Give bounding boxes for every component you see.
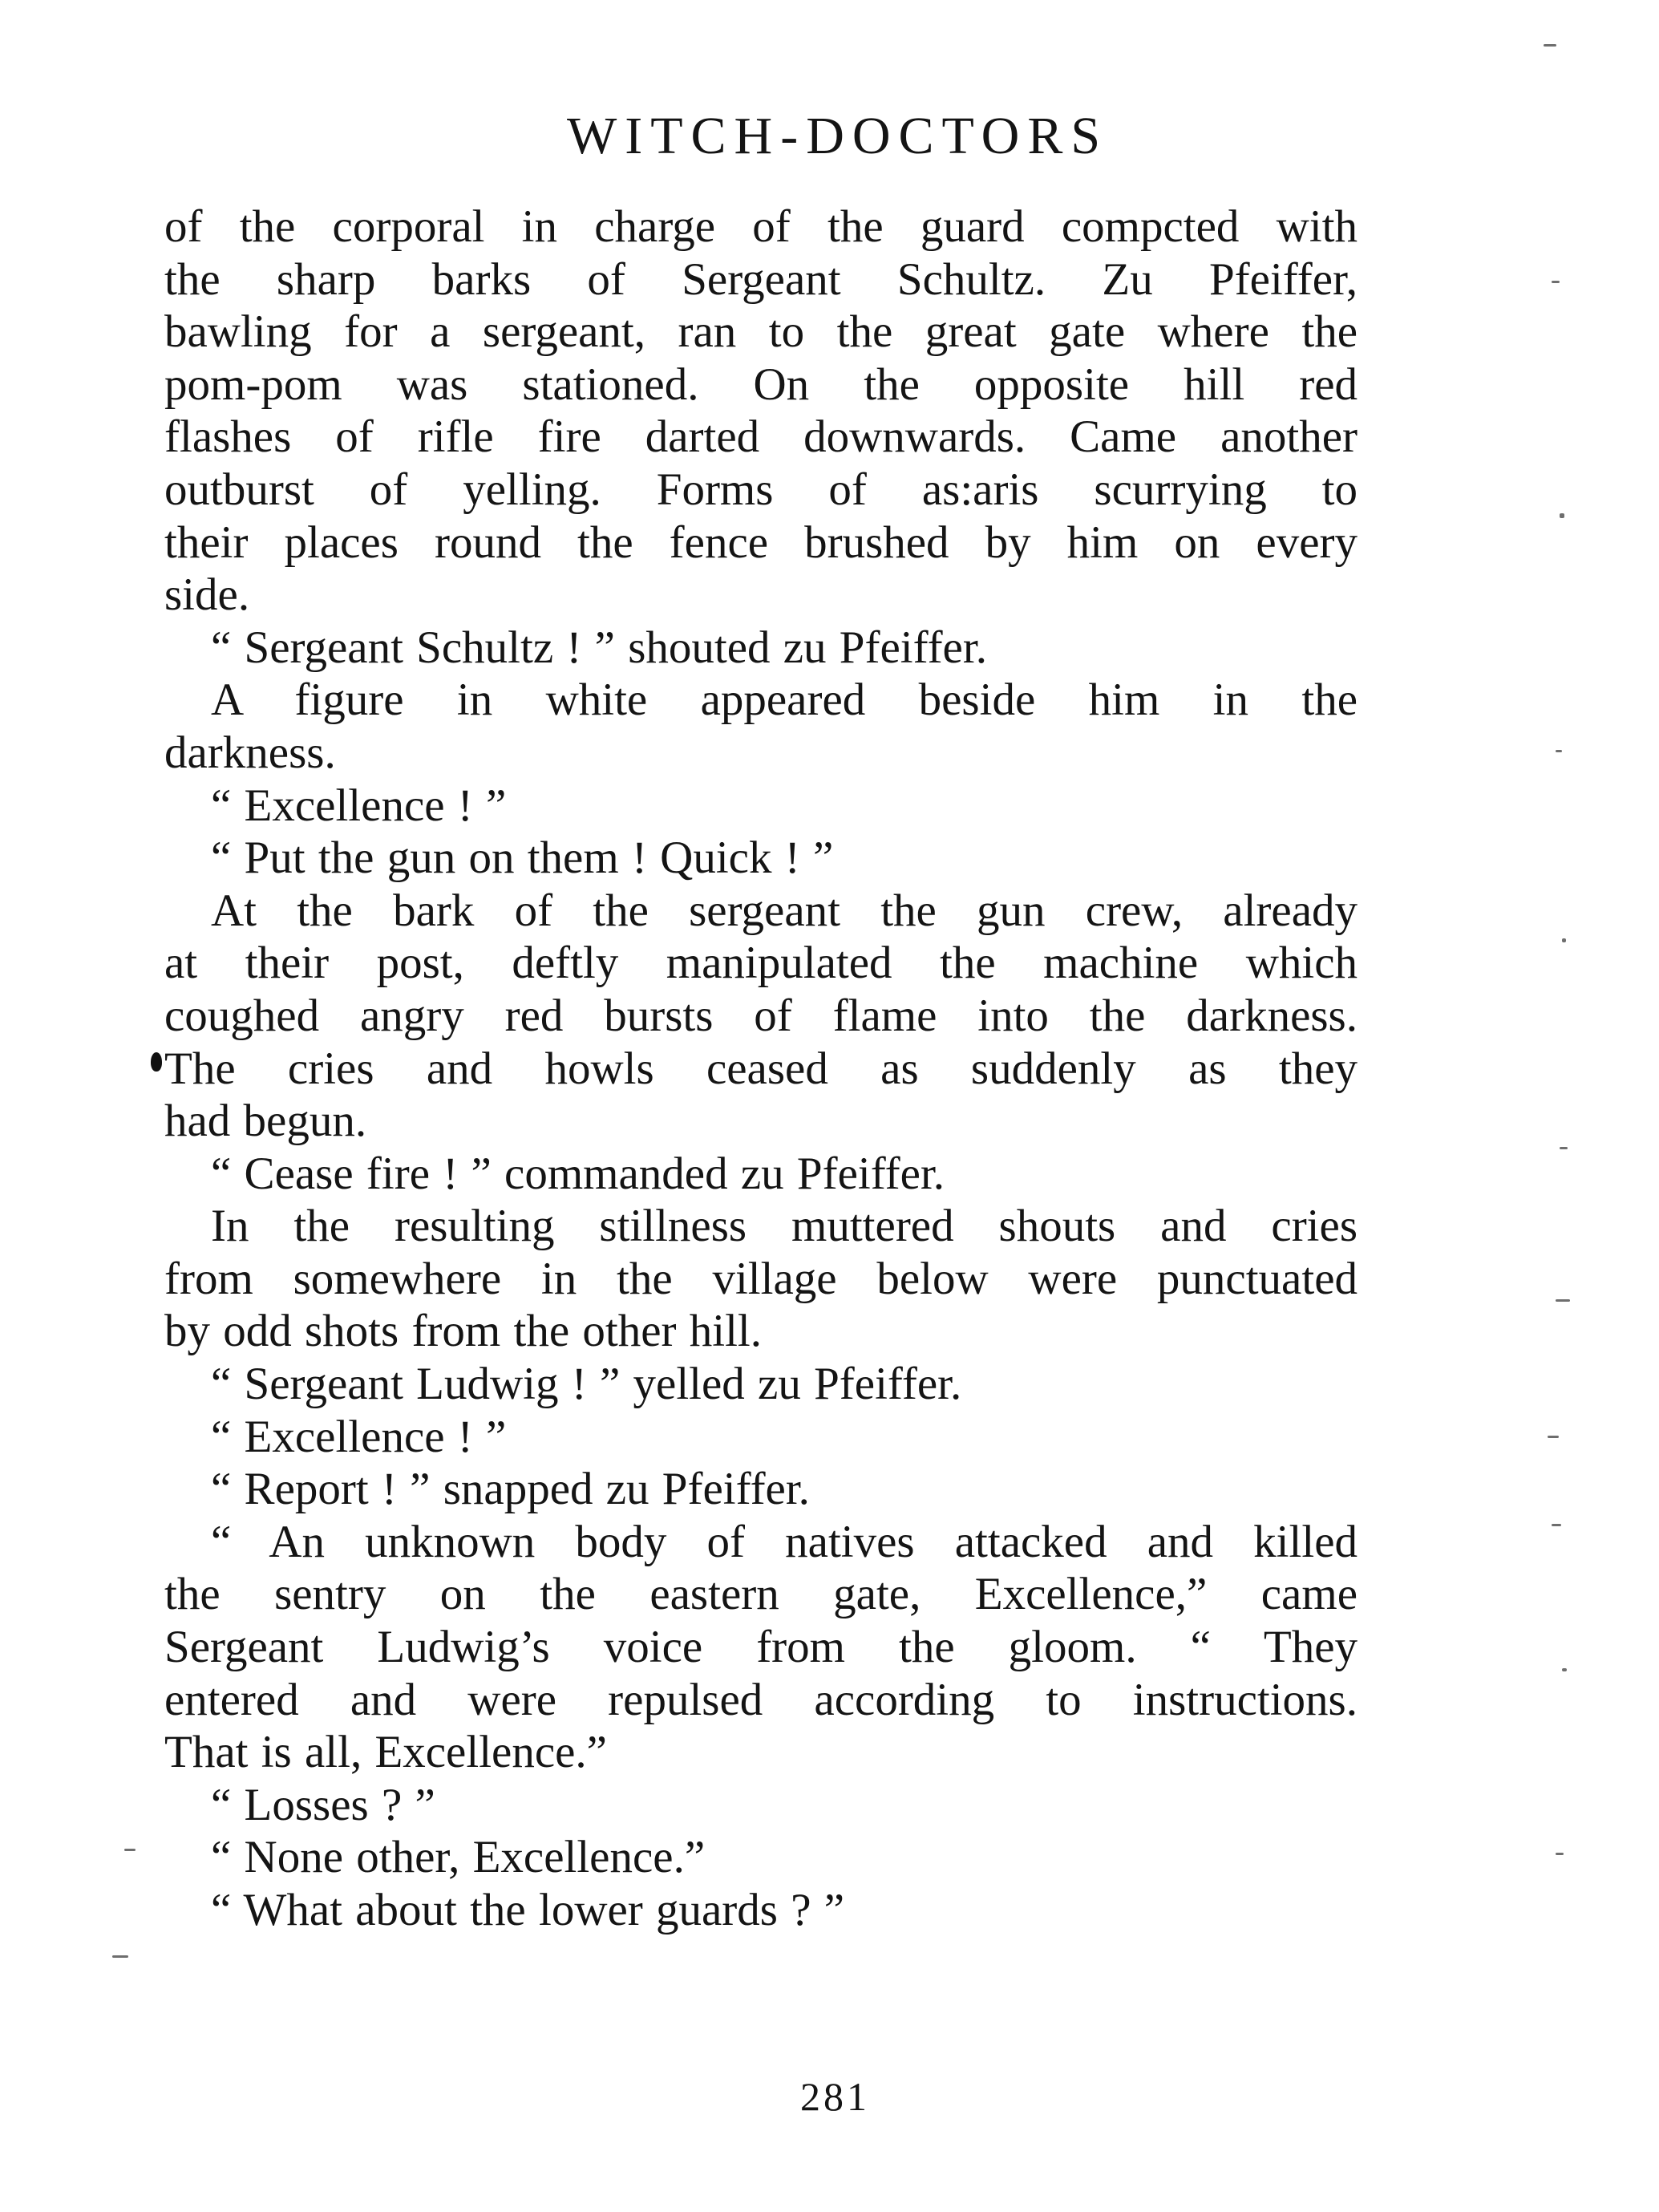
text-line: “ Sergeant Schultz ! ” shouted zu Pfeiffer.: [211, 622, 987, 673]
text-line: coughed angry red bursts of flame into the darkness.: [164, 990, 1358, 1041]
text-line: “ Put the gun on them ! Quick ! ”: [211, 833, 834, 884]
margin-speck: [1544, 44, 1556, 47]
margin-speck: [1548, 1436, 1559, 1438]
margin-speck: [1556, 750, 1562, 752]
margin-speck: [1556, 1299, 1570, 1302]
text-line: from somewhere in the village below were punctuated: [164, 1253, 1358, 1304]
margin-speck: [1552, 1524, 1561, 1526]
margin-speck: [124, 1849, 136, 1851]
margin-speck: [1560, 513, 1564, 518]
text-line: darkness.: [164, 727, 336, 778]
body-text: [164, 201, 1358, 1937]
text-line: In the resulting stillness muttered shouts and cries: [211, 1201, 1358, 1252]
margin-speck: [1556, 1853, 1564, 1855]
text-line: “ None other, Excellence.”: [211, 1832, 706, 1883]
text-line: pom-pom was stationed. On the opposite hill red: [164, 359, 1358, 410]
text-line: outburst of yelling. Forms of as:aris scurrying to: [164, 464, 1358, 515]
text-line: The cries and howls ceased as suddenly as they: [164, 1043, 1358, 1094]
text-line: by odd shots from the other hill.: [164, 1306, 763, 1357]
text-line: “ Cease fire ! ” commanded zu Pfeiffer.: [211, 1148, 945, 1199]
text-line: Sergeant Ludwig’s voice from the gloom. “ They: [164, 1622, 1358, 1673]
text-line: the sharp barks of Sergeant Schultz. Zu Pfeiffer,: [164, 253, 1358, 305]
text-line: That is all, Excellence.”: [164, 1727, 607, 1778]
text-line: side.: [164, 569, 250, 621]
text-line: “ What about the lower guards ? ”: [211, 1885, 845, 1935]
margin-speck: [1562, 938, 1566, 942]
text-line: entered and were repulsed according to instructions.: [164, 1674, 1358, 1725]
text-line: had begun.: [164, 1096, 367, 1147]
text-line: “ An unknown body of natives attacked and killed: [211, 1516, 1358, 1567]
text-line: of the corporal in charge of the guard compcted with: [164, 201, 1358, 252]
text-line: their places round the fence brushed by him on every: [164, 517, 1358, 568]
text-line: at their post, deftly manipulated the machine which: [164, 938, 1358, 989]
text-line: bawling for a sergeant, ran to the great gate where the: [164, 306, 1358, 358]
text-line: “ Sergeant Ludwig ! ” yelled zu Pfeiffer.: [211, 1359, 962, 1410]
margin-speck: [112, 1955, 128, 1958]
margin-speck: [1560, 1147, 1568, 1149]
text-line: the sentry on the eastern gate, Excellence,” came: [164, 1569, 1358, 1620]
text-line: A figure in white appeared beside him in the: [211, 675, 1358, 726]
text-line: At the bark of the sergeant the gun crew, already: [211, 885, 1358, 936]
margin-ink-mark: [151, 1052, 162, 1072]
text-line: flashes of rifle fire darted downwards. Came another: [164, 411, 1358, 463]
running-head: WITCH-DOCTORS: [566, 107, 1109, 165]
text-line: “ Report ! ” snapped zu Pfeiffer.: [211, 1464, 810, 1515]
text-line: “ Excellence ! ”: [211, 1411, 507, 1462]
margin-speck: [1552, 281, 1560, 283]
text-line: “ Losses ? ”: [211, 1779, 435, 1830]
margin-speck: [1562, 1668, 1567, 1671]
page-number: 281: [800, 2074, 870, 2119]
text-line: “ Excellence ! ”: [211, 780, 507, 831]
